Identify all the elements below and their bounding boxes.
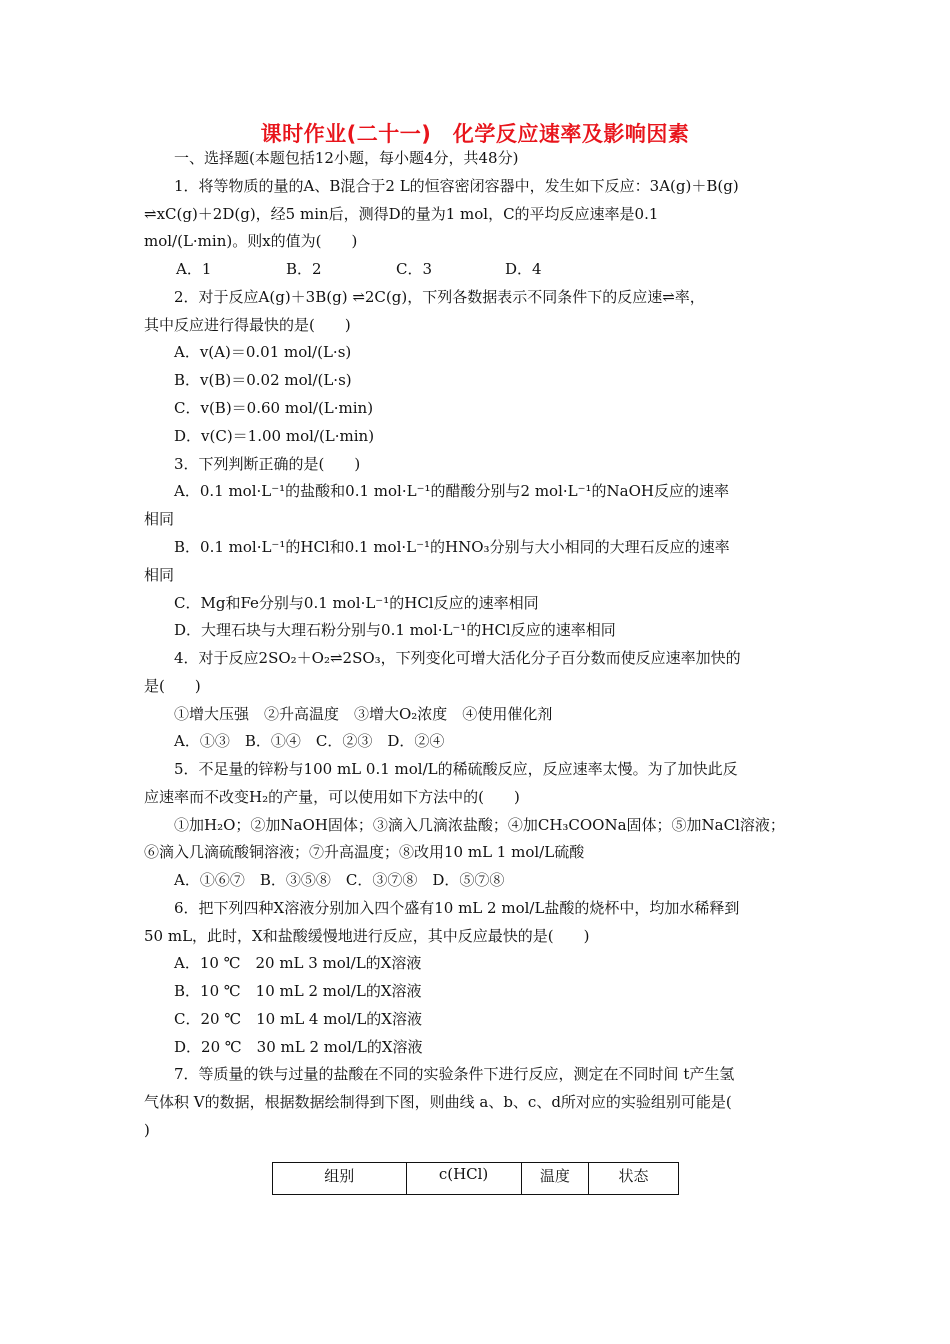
text-line: 7．等质量的铁与过量的盐酸在不同的实验条件下进行反应，测定在不同时间 t产生氢: [174, 1065, 735, 1083]
text-line: D．大理石块与大理石粉分别与0.1 mol·L⁻¹的HCl反应的速率相同: [174, 621, 616, 639]
text-line: 50 mL，此时，X和盐酸缓慢地进行反应，其中反应最快的是( ): [144, 927, 590, 945]
text-line: ): [144, 1121, 150, 1139]
section-heading: 一、选择题(本题包括12小题，每小题4分，共48分): [174, 149, 519, 167]
text-line: 气体积 V的数据，根据数据绘制得到下图，则曲线 a、b、c、d所对应的实验组别可能是(: [144, 1093, 732, 1111]
text-line: 是( ): [144, 677, 201, 695]
text-line: D．v(C)＝1.00 mol/(L·min): [174, 427, 375, 445]
table-header-cell: 状态: [589, 1163, 679, 1195]
option-a: A．1: [176, 260, 212, 278]
text-line: B．v(B)＝0.02 mol/(L·s): [174, 371, 352, 389]
text-line: A．10 ℃ 20 mL 3 mol/L的X溶液: [174, 954, 422, 972]
text-line: A．①③ B．①④ C．②③ D．②④: [174, 732, 445, 750]
table-header-cell: 组别: [273, 1163, 407, 1195]
page-title: 课时作业(二十一) 化学反应速率及影响因素: [260, 122, 690, 146]
text-line: 3．下列判断正确的是( ): [174, 455, 361, 473]
text-line: ⑥滴入几滴硫酸铜溶液；⑦升高温度；⑧改用10 mL 1 mol/L硫酸: [144, 843, 585, 861]
text-line: 6．把下列四种X溶液分别加入四个盛有10 mL 2 mol/L盐酸的烧杯中，均加水稀释到: [174, 899, 740, 917]
text-line: D．20 ℃ 30 mL 2 mol/L的X溶液: [174, 1038, 423, 1056]
option-c: C．3: [396, 260, 433, 278]
text-line: ⇌xC(g)＋2D(g)，经5 min后，测得D的量为1 mol，C的平均反应速率是0.1: [144, 205, 659, 223]
text-line: mol/(L·min)。则x的值为( ): [144, 232, 358, 250]
text-line: A．v(A)＝0.01 mol/(L·s): [174, 343, 352, 361]
option-b: B．2: [286, 260, 322, 278]
text-line: ①增大压强 ②升高温度 ③增大O₂浓度 ④使用催化剂: [174, 705, 553, 723]
text-line: C．v(B)＝0.60 mol/(L·min): [174, 399, 374, 417]
text-line: A．①⑥⑦ B．③⑤⑧ C．③⑦⑧ D．⑤⑦⑧: [174, 871, 505, 889]
text-line: A．0.1 mol·L⁻¹的盐酸和0.1 mol·L⁻¹的醋酸分别与2 mol·L⁻¹的NaOH反应的速率: [174, 482, 729, 500]
text-line: B．0.1 mol·L⁻¹的HCl和0.1 mol·L⁻¹的HNO₃分别与大小相同的大理石反应的速率: [174, 538, 730, 556]
text-line: C．20 ℃ 10 mL 4 mol/L的X溶液: [174, 1010, 422, 1028]
table-header-cell: 温度: [521, 1163, 589, 1195]
option-d: D．4: [505, 260, 542, 278]
text-line: 1．将等物质的量的A、B混合于2 L的恒容密闭容器中，发生如下反应：3A(g)＋B(g): [174, 177, 739, 195]
experiment-table: [272, 1162, 679, 1195]
text-line: 应速率而不改变H₂的产量，可以使用如下方法中的( ): [144, 788, 520, 806]
table-header-row: [273, 1163, 679, 1195]
text-line: 其中反应进行得最快的是( ): [144, 316, 351, 334]
text-line: 相同: [144, 510, 175, 528]
text-line: 相同: [144, 566, 175, 584]
table-header-cell: c(HCl): [406, 1163, 521, 1195]
text-line: 4．对于反应2SO₂＋O₂⇌2SO₃，下列变化可增大活化分子百分数而使反应速率加快的: [174, 649, 741, 667]
text-line: C．Mg和Fe分别与0.1 mol·L⁻¹的HCl反应的速率相同: [174, 594, 539, 612]
text-line: B．10 ℃ 10 mL 2 mol/L的X溶液: [174, 982, 422, 1000]
text-line: 2．对于反应A(g)＋3B(g) ⇌2C(g)，下列各数据表示不同条件下的反应速⇌率，: [174, 288, 705, 306]
text-line: 5．不足量的锌粉与100 mL 0.1 mol/L的稀硫酸反应，反应速率太慢。为了加快此反: [174, 760, 738, 778]
text-line: ①加H₂O；②加NaOH固体；③滴入几滴浓盐酸；④加CH₃COONa固体；⑤加NaCl溶液；: [174, 816, 785, 834]
